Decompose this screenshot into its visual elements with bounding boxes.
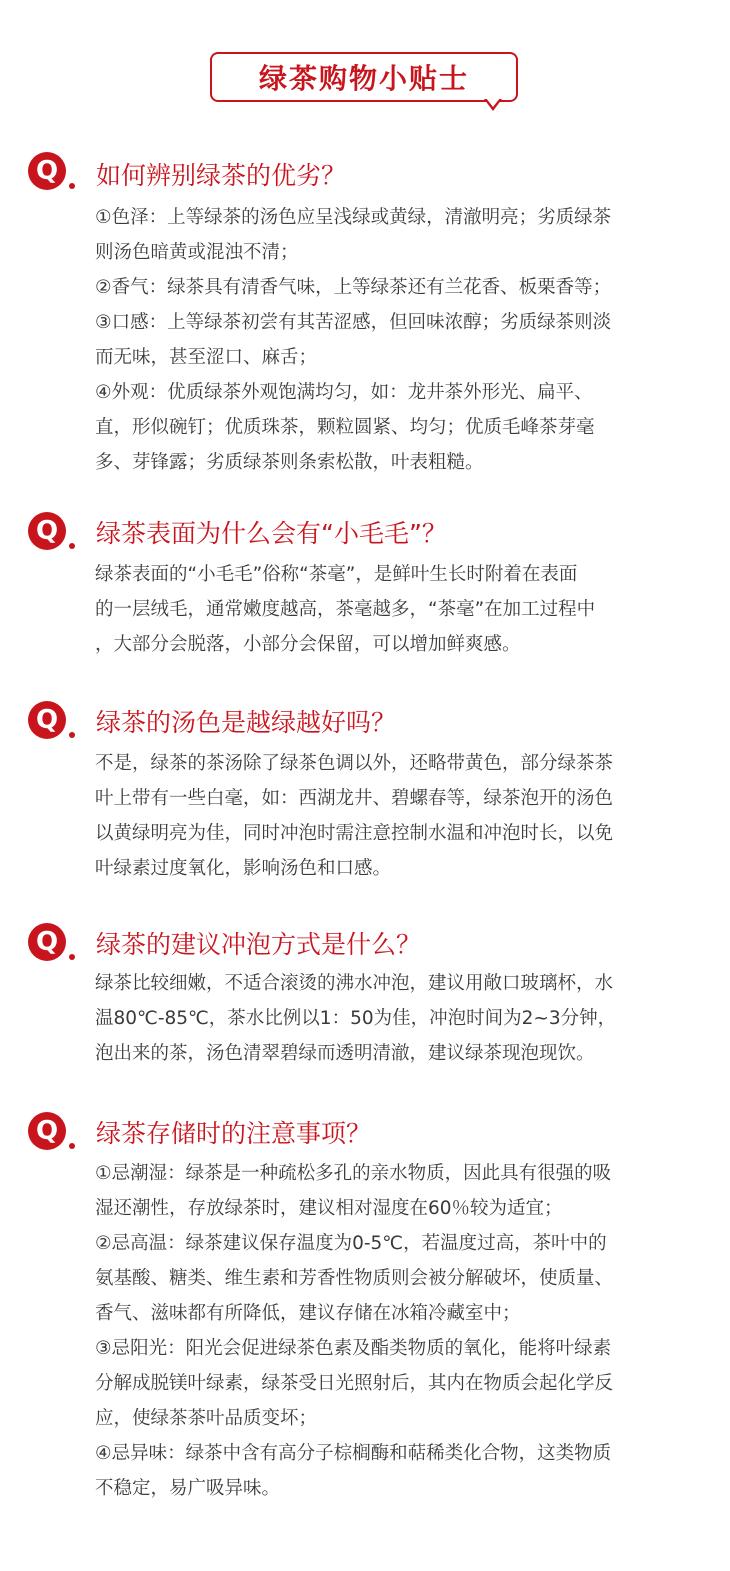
answer-line: 则汤色暗黄或混浊不清； xyxy=(95,242,299,263)
answer-text xyxy=(95,200,685,480)
answer-line: ，大部分会脱落，小部分会保留，可以增加鲜爽感。 xyxy=(95,634,521,655)
page-title: 绿茶购物小贴士 xyxy=(258,62,469,95)
answer-line: 直，形似碗钉；优质珠茶，颗粒圆紧、均匀；优质毛峰茶芽毫 xyxy=(95,417,595,438)
answer-line: 叶绿素过度氧化，影响汤色和口感。 xyxy=(95,858,392,879)
answer-line: ③口感：上等绿茶初尝有其苦涩感，但回味浓醇；劣质绿茶则淡 xyxy=(95,312,612,333)
answer-line: 温80℃-85℃，茶水比例以1：50为佳，冲泡时间为2~3分钟， xyxy=(95,1008,617,1029)
answer-line: 以黄绿明亮为佳，同时冲泡时需注意控制水温和冲泡时长，以免 xyxy=(95,823,614,844)
answer-line: ②忌高温：绿茶建议保存温度为0-5℃，若温度过高，茶叶中的 xyxy=(95,1233,607,1254)
answer-text xyxy=(95,746,685,886)
question-title: 绿茶的汤色是越绿越好吗？ xyxy=(96,708,397,737)
answer-line: 泡出来的茶，汤色清翠碧绿而透明清澈，建议绿茶现泡现饮。 xyxy=(95,1043,595,1064)
q-dot xyxy=(69,732,75,738)
title-banner xyxy=(210,52,518,102)
answer-line: 不是，绿茶的茶汤除了绿茶色调以外，还略带黄色，部分绿茶茶 xyxy=(95,753,614,774)
q-icon: Q xyxy=(28,512,66,550)
question-title: 绿茶的建议冲泡方式是什么？ xyxy=(96,930,422,959)
q-icon: Q xyxy=(28,701,66,739)
answer-line: ①色泽：上等绿茶的汤色应呈浅绿或黄绿，清澈明亮；劣质绿茶 xyxy=(95,207,612,228)
q-icon: Q xyxy=(28,152,66,190)
answer-line: 绿茶比较细嫩，不适合滚烫的沸水冲泡，建议用敞口玻璃杯，水 xyxy=(95,973,614,994)
answer-line: 叶上带有一些白毫，如：西湖龙井、碧螺春等，绿茶泡开的汤色 xyxy=(95,788,614,809)
answer-line: ①忌潮湿：绿茶是一种疏松多孔的亲水物质，因此具有很强的吸 xyxy=(95,1163,612,1184)
q-dot xyxy=(69,954,75,960)
q-icon: Q xyxy=(28,923,66,961)
answer-line: 不稳定，易广吸异味。 xyxy=(95,1478,281,1499)
question-title: 绿茶存储时的注意事项？ xyxy=(96,1119,372,1148)
q-dot xyxy=(69,543,75,549)
answer-line: ④外观：优质绿茶外观饱满均匀，如：龙井茶外形光、扁平、 xyxy=(95,382,593,403)
answer-line: 氨基酸、糖类、维生素和芳香性物质则会被分解破坏，使质量、 xyxy=(95,1268,614,1289)
answer-line: 多、芽锋露；劣质绿茶则条索松散，叶表粗糙。 xyxy=(95,452,484,473)
answer-line: 分解成脱镁叶绿素，绿茶受日光照射后，其内在物质会起化学反 xyxy=(95,1373,614,1394)
q-dot xyxy=(69,1143,75,1149)
answer-line: 绿茶表面的“小毛毛”俗称“茶毫”，是鲜叶生长时附着在表面 xyxy=(95,564,578,585)
answer-line: 而无味，甚至涩口、麻舌； xyxy=(95,347,318,368)
answer-text xyxy=(95,966,685,1071)
question-title: 如何辨别绿茶的优劣？ xyxy=(96,161,347,190)
question-title: 绿茶表面为什么会有“小毛毛”？ xyxy=(96,519,447,548)
answer-line: 的一层绒毛，通常嫩度越高，茶毫越多，“茶毫”在加工过程中 xyxy=(95,599,596,620)
answer-text xyxy=(95,1156,685,1506)
answer-line: 湿还潮性，存放绿茶时，建议相对湿度在60％较为适宜； xyxy=(95,1198,563,1219)
answer-line: ③忌阳光：阳光会促进绿茶色素及酯类物质的氧化，能将叶绿素 xyxy=(95,1338,612,1359)
answer-text xyxy=(95,557,685,662)
answer-line: ④忌异味：绿茶中含有高分子棕榈酶和萜稀类化合物，这类物质 xyxy=(95,1443,612,1464)
q-icon: Q xyxy=(28,1112,66,1150)
answer-line: ②香气：绿茶具有清香气味，上等绿茶还有兰花香、板栗香等； xyxy=(95,277,612,298)
answer-line: 应，使绿茶茶叶品质变坏； xyxy=(95,1408,318,1429)
answer-line: 香气、滋味都有所降低，建议存储在冰箱冷藏室中； xyxy=(95,1303,521,1324)
q-dot xyxy=(69,183,75,189)
